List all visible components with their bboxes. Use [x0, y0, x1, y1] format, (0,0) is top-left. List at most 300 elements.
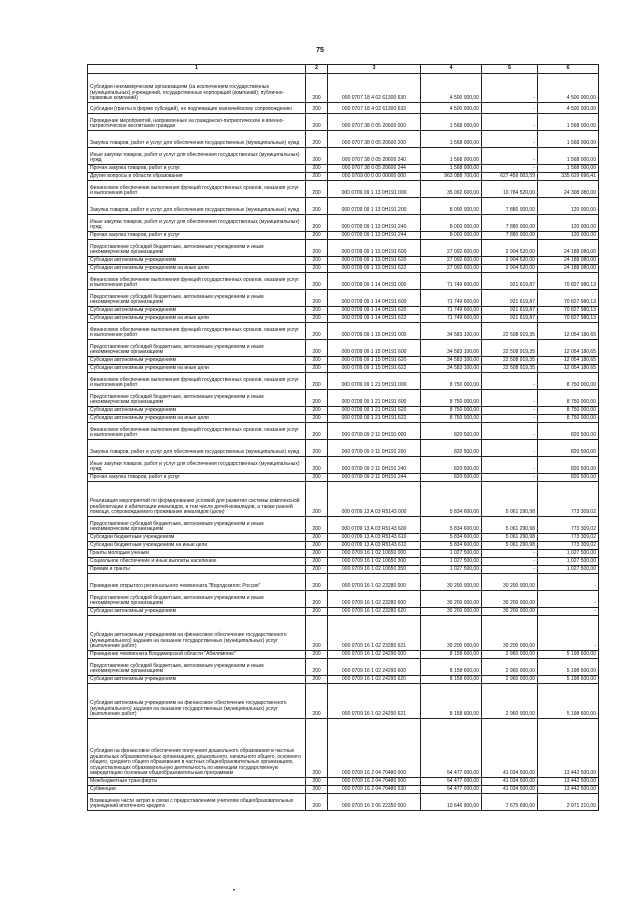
table-row	[88, 591, 599, 608]
row-budget-code: 000 0709 09 2 11 0Н191 240	[328, 457, 421, 474]
row-approved-amount: 820 500,00	[421, 423, 482, 440]
row-line-code: 200	[306, 558, 328, 566]
row-line-code: 200	[306, 534, 328, 542]
row-executed-amount: 921 619,87	[482, 315, 538, 323]
row-approved-amount: 5 834 600,00	[421, 534, 482, 542]
row-executed-amount: 921 619,87	[482, 307, 538, 315]
row-description: Проведение мероприятий, направленных на гражданско-патриотическое и военно-патриотическое воспитание граждан	[88, 114, 306, 131]
row-remaining-amount: -	[538, 591, 599, 608]
table-row	[88, 315, 599, 323]
row-remaining-amount: 24 188 080,00	[538, 265, 599, 273]
row-budget-code: 000 0709 13 A 03 R5143 612	[328, 542, 421, 550]
table-row	[88, 794, 599, 811]
row-remaining-amount: -	[538, 608, 599, 616]
row-executed-amount: -	[482, 165, 538, 173]
row-approved-amount: 30 200 000,00	[421, 616, 482, 651]
row-budget-code: 000 0709 16 1 02 24290 620	[328, 676, 421, 684]
row-executed-amount: 30 200 000,00	[482, 608, 538, 616]
row-line-code: 200	[306, 550, 328, 558]
row-budget-code: 000 0709 09 1 21 0Н191 600	[328, 390, 421, 407]
table-row	[88, 534, 599, 542]
row-approved-amount: 8 158 600,00	[421, 684, 482, 719]
row-line-code: 200	[306, 415, 328, 423]
row-description: Другие вопросы в области образования	[88, 173, 306, 181]
row-approved-amount: 1 568 000,00	[421, 165, 482, 173]
row-line-code: 200	[306, 307, 328, 315]
row-description: Субсидии автономным учреждениям	[88, 357, 306, 365]
row-budget-code: 000 0709 09 1 13 0Н191 240	[328, 215, 421, 232]
row-budget-code: 000 0709 16 1 02 10650 350	[328, 566, 421, 574]
row-executed-amount: 22 508 919,35	[482, 323, 538, 340]
row-description: Иные закупки товаров, работ и услуг для обеспечения государственных (муниципальных) нужд	[88, 148, 306, 165]
row-budget-code: 000 0709 09 1 13 0Н191 600	[328, 240, 421, 257]
row-executed-amount: 22 508 919,35	[482, 357, 538, 365]
row-budget-code: 000 0709 16 1 02 10650 000	[328, 550, 421, 558]
row-remaining-amount: 8 750 000,00	[538, 373, 599, 390]
row-budget-code: 000 0709 09 1 14 0Н191 620	[328, 307, 421, 315]
row-description: Субсидии автономным учреждениям	[88, 257, 306, 265]
row-approved-amount: 71 749 600,00	[421, 315, 482, 323]
row-budget-code: 000 0709 16 1 02 23280 620	[328, 608, 421, 616]
row-approved-amount: 30 200 000,00	[421, 608, 482, 616]
row-budget-code: 000 0709 09 1 14 0Н191 622	[328, 315, 421, 323]
row-description: Финансовое обеспечение выполнения функций государственных органов, оказания услуг и выполнения работ	[88, 423, 306, 440]
row-budget-code: 000 0707 38 0 05 20600 000	[328, 114, 421, 131]
row-description: Предоставление субсидий бюджетным, автономным учреждениям и иным некоммерческим организациям	[88, 290, 306, 307]
row-executed-amount: 22 508 919,35	[482, 365, 538, 373]
row-remaining-amount: 773 309,02	[538, 542, 599, 550]
row-budget-code: 000 0707 18 4 02 61300 633	[328, 103, 421, 114]
table-row	[88, 684, 599, 719]
row-budget-code: 000 0709 09 1 13 0Н191 200	[328, 198, 421, 215]
row-executed-amount: -	[482, 148, 538, 165]
table-header-row	[88, 65, 599, 74]
table-row	[88, 423, 599, 440]
row-executed-amount: -	[482, 550, 538, 558]
row-description: Предоставление субсидий бюджетным, автономным учреждениям и иным некоммерческим организациям	[88, 591, 306, 608]
row-remaining-amount: 70 827 980,13	[538, 307, 599, 315]
row-budget-code: 000 0709 09 1 15 0Н191 600	[328, 340, 421, 357]
row-budget-code: 000 0707 38 0 05 20600 200	[328, 131, 421, 148]
row-remaining-amount: 70 827 980,13	[538, 315, 599, 323]
table-row	[88, 240, 599, 257]
row-executed-amount: 2 960 000,00	[482, 659, 538, 676]
row-budget-code: 000 0709 16 1 02 24290 000	[328, 651, 421, 659]
row-description: Закупка товаров, работ и услуг для обеспечения государственных (муниципальных) нужд	[88, 198, 306, 215]
row-executed-amount: 921 619,87	[482, 290, 538, 307]
row-remaining-amount: 773 309,02	[538, 517, 599, 534]
row-line-code: 200	[306, 591, 328, 608]
row-remaining-amount: 70 827 980,13	[538, 290, 599, 307]
row-remaining-amount: 1 568 000,00	[538, 165, 599, 173]
row-budget-code: 000 0709 16 2 04 70480 000	[328, 719, 421, 778]
row-line-code: 200	[306, 608, 328, 616]
row-remaining-amount: 24 188 080,00	[538, 240, 599, 257]
row-budget-code: 000 0707 18 4 02 61300 630	[328, 74, 421, 103]
row-line-code: 200	[306, 407, 328, 415]
column-header-4: 4	[421, 65, 482, 74]
row-approved-amount: 4 500 000,00	[421, 74, 482, 103]
table-row	[88, 440, 599, 457]
column-header-2: 2	[306, 65, 328, 74]
row-description: Финансовое обеспечение выполнения функций государственных органов, оказания услуг и выполнения работ	[88, 273, 306, 290]
row-line-code: 200	[306, 323, 328, 340]
row-remaining-amount: 8 750 000,00	[538, 415, 599, 423]
row-budget-code: 000 0709 09 1 13 0Н191 622	[328, 265, 421, 273]
row-approved-amount: 35 092 600,00	[421, 181, 482, 198]
page-number: 75	[316, 47, 324, 54]
row-remaining-amount: 5 198 600,00	[538, 684, 599, 719]
table-row	[88, 165, 599, 173]
row-approved-amount: 5 834 600,00	[421, 517, 482, 534]
column-header-5: 5	[482, 65, 538, 74]
table-row	[88, 232, 599, 240]
row-budget-code: 000 0709 09 1 14 0Н191 000	[328, 273, 421, 290]
row-budget-code: 000 0709 09 2 11 0Н191 244	[328, 474, 421, 482]
row-approved-amount: 54 477 000,00	[421, 786, 482, 794]
row-description: Прочая закупка товаров, работ и услуг	[88, 474, 306, 482]
row-description: Межбюджетные трансферты	[88, 778, 306, 786]
table-row	[88, 114, 599, 131]
table-row	[88, 148, 599, 165]
row-remaining-amount: 1 027 500,00	[538, 558, 599, 566]
table-row	[88, 474, 599, 482]
table-row	[88, 74, 599, 103]
row-executed-amount: -	[482, 407, 538, 415]
row-line-code: 200	[306, 574, 328, 591]
row-approved-amount: 8 000 000,00	[421, 215, 482, 232]
row-line-code: 200	[306, 423, 328, 440]
table-row	[88, 482, 599, 517]
row-line-code: 200	[306, 786, 328, 794]
row-line-code: 200	[306, 340, 328, 357]
row-description: Иные закупки товаров, работ и услуг для обеспечения государственных (муниципальных) нужд	[88, 215, 306, 232]
row-budget-code: 000 0709 09 1 15 0Н191 000	[328, 323, 421, 340]
row-approved-amount: 8 158 600,00	[421, 651, 482, 659]
row-description: Субсидии на финансовое обеспечение получения дошкольного образования в частных дошкольных образовательных организациях, дошкольного, начального общего, основного общего, среднего общего образования в частных общеобразовательных организациях, осуществляющих образовательную деятельность по имеющим государственную аккредитацию основным общеобразовательным программам	[88, 719, 306, 778]
table-row	[88, 307, 599, 315]
row-line-code: 200	[306, 684, 328, 719]
table-row	[88, 786, 599, 794]
row-remaining-amount: 773 309,02	[538, 482, 599, 517]
row-budget-code: 000 0709 09 1 13 0Н191 620	[328, 257, 421, 265]
row-executed-amount: -	[482, 103, 538, 114]
row-line-code: 200	[306, 542, 328, 550]
row-executed-amount: 2 904 520,00	[482, 265, 538, 273]
column-header-6: 6	[538, 65, 599, 74]
column-header-3: 3	[328, 65, 421, 74]
row-line-code: 200	[306, 651, 328, 659]
row-executed-amount: 921 619,87	[482, 273, 538, 290]
row-line-code: 200	[306, 215, 328, 232]
row-description: Иные закупки товаров, работ и услуг для обеспечения государственных (муниципальных) нужд	[88, 457, 306, 474]
table-row	[88, 517, 599, 534]
row-remaining-amount: -	[538, 616, 599, 651]
table-row	[88, 566, 599, 574]
row-description: Закупка товаров, работ и услуг для обеспечения государственных (муниципальных) нужд	[88, 131, 306, 148]
row-line-code: 200	[306, 131, 328, 148]
row-approved-amount: 27 092 600,00	[421, 265, 482, 273]
column-header-1: 1	[88, 65, 306, 74]
row-description: Премии и гранты	[88, 566, 306, 574]
row-line-code: 200	[306, 566, 328, 574]
table-row	[88, 131, 599, 148]
row-description: Гранты молодым ученым	[88, 550, 306, 558]
row-remaining-amount: 820 500,00	[538, 440, 599, 457]
row-line-code: 200	[306, 794, 328, 811]
row-executed-amount: 2 904 520,00	[482, 240, 538, 257]
table-row	[88, 257, 599, 265]
row-budget-code: 000 0709 16 1 02 23280 600	[328, 591, 421, 608]
row-executed-amount: 41 034 500,00	[482, 786, 538, 794]
row-line-code: 200	[306, 457, 328, 474]
table-row	[88, 542, 599, 550]
row-approved-amount: 54 477 000,00	[421, 778, 482, 786]
row-executed-amount: 5 061 290,98	[482, 482, 538, 517]
row-executed-amount: -	[482, 423, 538, 440]
row-description: Предоставление субсидий бюджетным, автономным учреждениям и иным некоммерческим организациям	[88, 340, 306, 357]
row-description: Субсидии автономным учреждениям на иные цели	[88, 265, 306, 273]
row-approved-amount: 30 200 000,00	[421, 574, 482, 591]
row-executed-amount: 30 200 000,00	[482, 574, 538, 591]
row-line-code: 200	[306, 265, 328, 273]
row-budget-code: 000 0709 00 0 00 00000 000	[328, 173, 421, 181]
row-line-code: 200	[306, 198, 328, 215]
row-executed-amount: 5 061 290,98	[482, 534, 538, 542]
row-executed-amount: 10 784 520,00	[482, 181, 538, 198]
row-budget-code: 000 0709 09 1 15 0Н191 622	[328, 365, 421, 373]
row-line-code: 200	[306, 74, 328, 103]
row-approved-amount: 8 750 000,00	[421, 373, 482, 390]
row-description: Возмещение части затрат в связи с предоставлением учителям общеобразовательных учреждений ипотечного кредита	[88, 794, 306, 811]
row-remaining-amount: 120 000,00	[538, 232, 599, 240]
table-row	[88, 651, 599, 659]
row-line-code: 200	[306, 114, 328, 131]
table-row	[88, 390, 599, 407]
row-line-code: 200	[306, 257, 328, 265]
row-description: Закупка товаров, работ и услуг для обеспечения государственных (муниципальных) нужд	[88, 440, 306, 457]
table-row	[88, 778, 599, 786]
table-row	[88, 616, 599, 651]
row-remaining-amount: 120 000,00	[538, 215, 599, 232]
row-budget-code: 000 0709 13 A 03 R5143 000	[328, 482, 421, 517]
table-row	[88, 608, 599, 616]
table-row	[88, 290, 599, 307]
row-approved-amount: 8 158 600,00	[421, 676, 482, 684]
row-executed-amount: 41 034 500,00	[482, 719, 538, 778]
table-row	[88, 181, 599, 198]
row-executed-amount: -	[482, 558, 538, 566]
table-row	[88, 173, 599, 181]
row-line-code: 200	[306, 315, 328, 323]
row-line-code: 200	[306, 390, 328, 407]
row-remaining-amount: 773 309,02	[538, 534, 599, 542]
row-description: Субсидии автономным учреждениям на иные цели	[88, 415, 306, 423]
row-executed-amount: -	[482, 114, 538, 131]
row-executed-amount: 627 459 003,59	[482, 173, 538, 181]
row-budget-code: 000 0709 09 2 11 0Н191 000	[328, 423, 421, 440]
row-line-code: 200	[306, 659, 328, 676]
row-executed-amount: 5 061 290,98	[482, 517, 538, 534]
row-remaining-amount: -	[538, 574, 599, 591]
row-description: Субсидии (гранты в форме субсидий), не подлежащие казначейскому сопровождению	[88, 103, 306, 114]
row-description: Проведение открытого регионального чемпионата "Ворлдскиллс Россия"	[88, 574, 306, 591]
row-remaining-amount: 24 188 080,00	[538, 257, 599, 265]
row-approved-amount: 1 027 500,00	[421, 558, 482, 566]
row-description: Социальное обеспечение и иные выплаты населению	[88, 558, 306, 566]
row-remaining-amount: 5 198 600,00	[538, 651, 599, 659]
table-row	[88, 265, 599, 273]
row-approved-amount: 34 583 100,00	[421, 365, 482, 373]
row-executed-amount: 7 675 690,00	[482, 794, 538, 811]
row-approved-amount: 1 568 000,00	[421, 114, 482, 131]
row-line-code: 200	[306, 676, 328, 684]
row-description: Субсидии автономным учреждениям на иные цели	[88, 315, 306, 323]
row-line-code: 200	[306, 365, 328, 373]
table-row	[88, 550, 599, 558]
row-line-code: 200	[306, 616, 328, 651]
row-executed-amount: -	[482, 74, 538, 103]
row-approved-amount: 4 500 000,00	[421, 103, 482, 114]
row-remaining-amount: 12 054 180,65	[538, 323, 599, 340]
row-approved-amount: 27 092 600,00	[421, 240, 482, 257]
row-remaining-amount: 5 198 600,00	[538, 676, 599, 684]
row-approved-amount: 1 027 500,00	[421, 550, 482, 558]
row-approved-amount: 1 027 500,00	[421, 566, 482, 574]
row-executed-amount: 30 200 000,00	[482, 591, 538, 608]
row-remaining-amount: 4 500 000,00	[538, 74, 599, 103]
row-remaining-amount: 335 629 696,41	[538, 173, 599, 181]
row-approved-amount: 8 750 000,00	[421, 407, 482, 415]
row-remaining-amount: 1 568 000,00	[538, 114, 599, 131]
row-executed-amount: 2 960 000,00	[482, 651, 538, 659]
row-executed-amount: -	[482, 566, 538, 574]
table-row	[88, 719, 599, 778]
row-remaining-amount: 12 054 180,65	[538, 365, 599, 373]
row-description: Субсидии некоммерческим организациям (за исключением государственных (муниципальных) учреждений, государственных корпораций (компаний), публично-правовых компаний)	[88, 74, 306, 103]
row-remaining-amount: 120 000,00	[538, 198, 599, 215]
row-line-code: 200	[306, 240, 328, 257]
row-approved-amount: 820 500,00	[421, 457, 482, 474]
row-remaining-amount: 5 198 600,00	[538, 659, 599, 676]
row-budget-code: 000 0709 16 2 04 70480 530	[328, 786, 421, 794]
row-approved-amount: 34 583 100,00	[421, 357, 482, 365]
row-approved-amount: 5 834 600,00	[421, 542, 482, 550]
row-description: Проведение чемпионата Владимирской области "Абилимпикс"	[88, 651, 306, 659]
row-budget-code: 000 0709 09 1 21 0Н191 622	[328, 415, 421, 423]
row-description: Предоставление субсидий бюджетным, автономным учреждениям и иным некоммерческим организациям	[88, 240, 306, 257]
row-budget-code: 000 0709 16 1 02 23280 621	[328, 616, 421, 651]
row-executed-amount: 2 960 000,00	[482, 676, 538, 684]
row-approved-amount: 71 749 600,00	[421, 290, 482, 307]
row-description: Субсидии автономным учреждениям	[88, 307, 306, 315]
table-row	[88, 103, 599, 114]
row-budget-code: 000 0709 09 1 21 0Н191 000	[328, 373, 421, 390]
row-budget-code: 000 0709 09 2 11 0Н191 200	[328, 440, 421, 457]
row-executed-amount: -	[482, 457, 538, 474]
row-line-code: 200	[306, 440, 328, 457]
row-budget-code: 000 0707 38 0 05 20600 240	[328, 148, 421, 165]
row-approved-amount: 8 000 000,00	[421, 232, 482, 240]
row-remaining-amount: 820 500,00	[538, 474, 599, 482]
row-line-code: 200	[306, 232, 328, 240]
row-line-code: 200	[306, 165, 328, 173]
row-description: Субсидии автономным учреждениям на финансовое обеспечение государственного (муниципального) задания на оказание государственных (муниципальных) услуг (выполнение работ)	[88, 616, 306, 651]
row-budget-code: 000 0707 38 0 05 20600 244	[328, 165, 421, 173]
row-remaining-amount: 1 568 000,00	[538, 131, 599, 148]
row-budget-code: 000 0709 16 1 02 23280 000	[328, 574, 421, 591]
row-executed-amount: -	[482, 440, 538, 457]
table-row	[88, 574, 599, 591]
row-line-code: 200	[306, 482, 328, 517]
row-line-code: 200	[306, 173, 328, 181]
row-budget-code: 000 0709 16 1 02 24290 621	[328, 684, 421, 719]
row-executed-amount: -	[482, 390, 538, 407]
row-approved-amount: 8 158 600,00	[421, 659, 482, 676]
row-line-code: 200	[306, 778, 328, 786]
row-approved-amount: 71 749 600,00	[421, 273, 482, 290]
row-executed-amount: 7 880 000,00	[482, 198, 538, 215]
row-budget-code: 000 0709 16 1 02 24290 600	[328, 659, 421, 676]
row-description: Субсидии автономным учреждениям на иные цели	[88, 365, 306, 373]
row-description: Предоставление субсидий бюджетным, автономным учреждениям и иным некоммерческим организациям	[88, 659, 306, 676]
row-approved-amount: 1 568 000,00	[421, 148, 482, 165]
table-row	[88, 357, 599, 365]
row-approved-amount: 34 583 100,00	[421, 340, 482, 357]
table-row	[88, 215, 599, 232]
row-description: Финансовое обеспечение выполнения функций государственных органов, оказания услуг и выполнения работ	[88, 323, 306, 340]
row-budget-code: 000 0709 09 1 14 0Н191 600	[328, 290, 421, 307]
row-executed-amount: 2 960 000,00	[482, 684, 538, 719]
row-description: Финансовое обеспечение выполнения функций государственных органов, оказания услуг и выполнения работ	[88, 181, 306, 198]
budget-table	[87, 64, 599, 811]
row-approved-amount: 8 750 000,00	[421, 415, 482, 423]
row-approved-amount: 10 646 900,00	[421, 794, 482, 811]
row-line-code: 200	[306, 357, 328, 365]
row-approved-amount: 71 749 600,00	[421, 307, 482, 315]
row-approved-amount: 8 000 000,00	[421, 198, 482, 215]
row-approved-amount: 5 834 600,00	[421, 482, 482, 517]
row-remaining-amount: 1 568 000,00	[538, 148, 599, 165]
row-line-code: 200	[306, 290, 328, 307]
row-remaining-amount: 13 442 500,00	[538, 778, 599, 786]
table-row	[88, 407, 599, 415]
table-row	[88, 198, 599, 215]
row-executed-amount: -	[482, 131, 538, 148]
row-approved-amount: 27 092 600,00	[421, 257, 482, 265]
row-executed-amount: 7 880 000,00	[482, 232, 538, 240]
scan-mark: •	[233, 888, 236, 894]
row-approved-amount: 54 477 000,00	[421, 719, 482, 778]
row-line-code: 200	[306, 148, 328, 165]
row-remaining-amount: 820 500,00	[538, 457, 599, 474]
row-budget-code: 000 0709 16 2 06 22350 000	[328, 794, 421, 811]
row-executed-amount: 5 061 290,98	[482, 542, 538, 550]
row-description: Субсидии автономным учреждениям на финансовое обеспечение государственного (муниципального) задания на оказание государственных (муниципальных) услуг (выполнение работ)	[88, 684, 306, 719]
row-line-code: 200	[306, 273, 328, 290]
row-remaining-amount: 8 750 000,00	[538, 390, 599, 407]
row-remaining-amount: 24 308 080,00	[538, 181, 599, 198]
row-budget-code: 000 0709 16 2 04 70480 500	[328, 778, 421, 786]
row-executed-amount: 2 904 520,00	[482, 257, 538, 265]
table-row	[88, 457, 599, 474]
row-description: Субсидии автономным учреждениям	[88, 676, 306, 684]
row-budget-code: 000 0709 16 1 02 10650 300	[328, 558, 421, 566]
row-description: Предоставление субсидий бюджетным, автономным учреждениям и иным некоммерческим организациям	[88, 517, 306, 534]
table-row	[88, 323, 599, 340]
row-budget-code: 000 0709 09 1 13 0Н191 244	[328, 232, 421, 240]
row-approved-amount: 820 500,00	[421, 440, 482, 457]
